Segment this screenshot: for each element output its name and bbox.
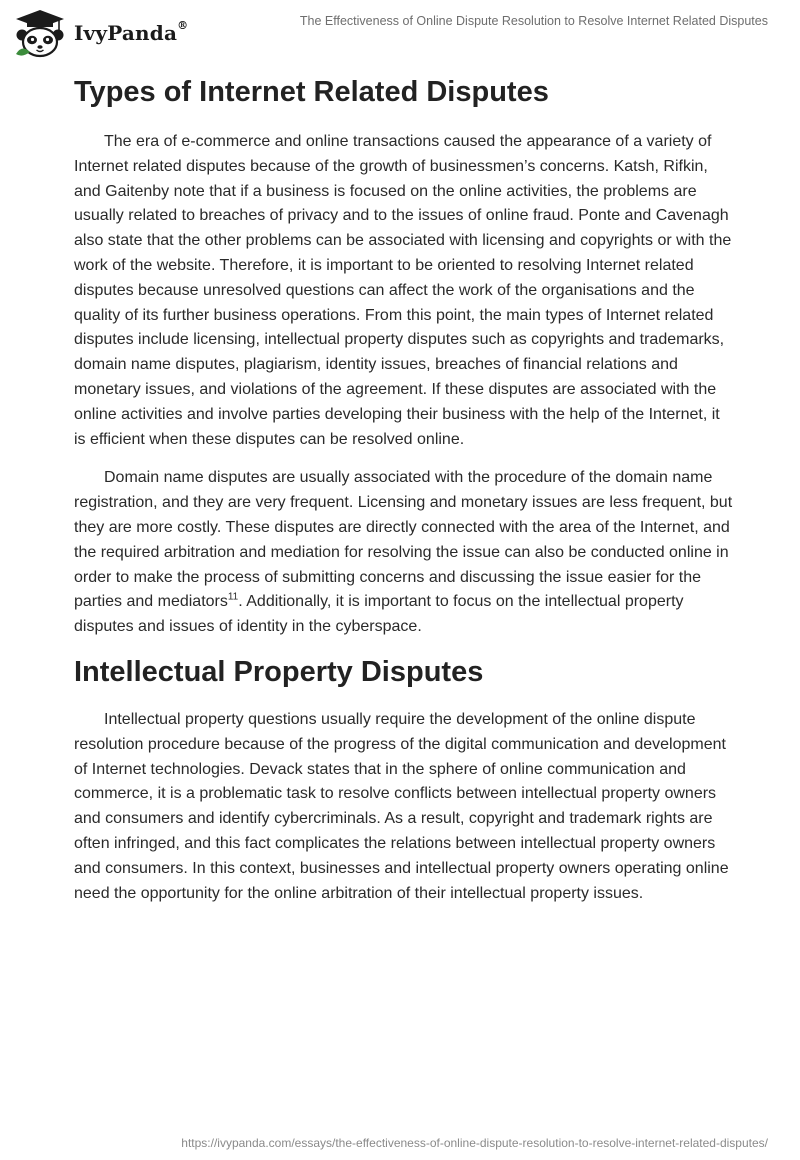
article-body — [74, 72, 734, 920]
section-heading: Intellectual Property Disputes — [74, 655, 484, 688]
brand-name: IvyPanda® — [74, 19, 189, 45]
document-title: The Effectiveness of Online Dispute Resolution to Resolve Internet Related Disputes — [299, 14, 768, 28]
brand-logo[interactable] — [12, 8, 192, 58]
paragraph: Intellectual property questions usually require the development of the online dispute resolution procedure because of the progress of the digital communication and development of Internet technologies. Devack states that in the sphere of online communication and commerce, it is a problematic task to resolve conflicts between intellectual property owners and consumers and identify cybercriminals. As a result, copyright and trademark rights are often infringed, and this fact complicates the relations between intellectual property owners and consumers. In this context, businesses and intellectual property owners operating online need the opportunity for the online arbitration of their intellectual property issues. — [74, 710, 729, 902]
source-url[interactable]: https://ivypanda.com/essays/the-effectiveness-of-online-dispute-resolution-to-resolve-internet-related-disputes/ — [181, 1136, 768, 1150]
panda-graduate-icon — [12, 8, 68, 58]
page-header — [0, 0, 800, 70]
paragraph: The era of e-commerce and online transactions caused the appearance of a variety of Internet related disputes because of the growth of businessmen’s concerns. Katsh, Rifkin, and Gaitenby note that if a business is focused on the online activities, the problems are usually related to breaches of privacy and to the issues of online fraud. Ponte and Cavenagh also state that the other problems can be associated with licensing and copyrights or with the work of the website. Therefore, it is important to be oriented to resolving Internet related disputes because unresolved questions can affect the work of the organisations and the quality of its further business operations. From this point, the main types of Internet related disputes include licensing, intellectual property disputes such as copyrights and trademarks, domain name disputes, plagiarism, identity issues, breaches of financial relations and monetary issues, and violations of the agreement. If these disputes are associated with the online activities and involve parties developing their business with the help of the Internet, it is efficient when these disputes can be resolved online. — [74, 133, 732, 448]
section-heading: Types of Internet Related Disputes — [74, 76, 549, 108]
paragraph: Domain name disputes are usually associated with the procedure of the domain name registration, and they are very frequent. Licensing and monetary issues are less frequent, but they are more costly. These disputes are directly connected with the area of the Internet, and the required arbitration and mediation for resolving the issue can also be conducted online in order to make the process of submitting concerns and discussing the issue easier for the parties and mediators$^{11}$. Additionally, it is important to focus on the intellectual property disputes and issues of identity in the cyberspace. — [74, 469, 733, 636]
footnote-ref[interactable]: 11 — [227, 592, 239, 604]
